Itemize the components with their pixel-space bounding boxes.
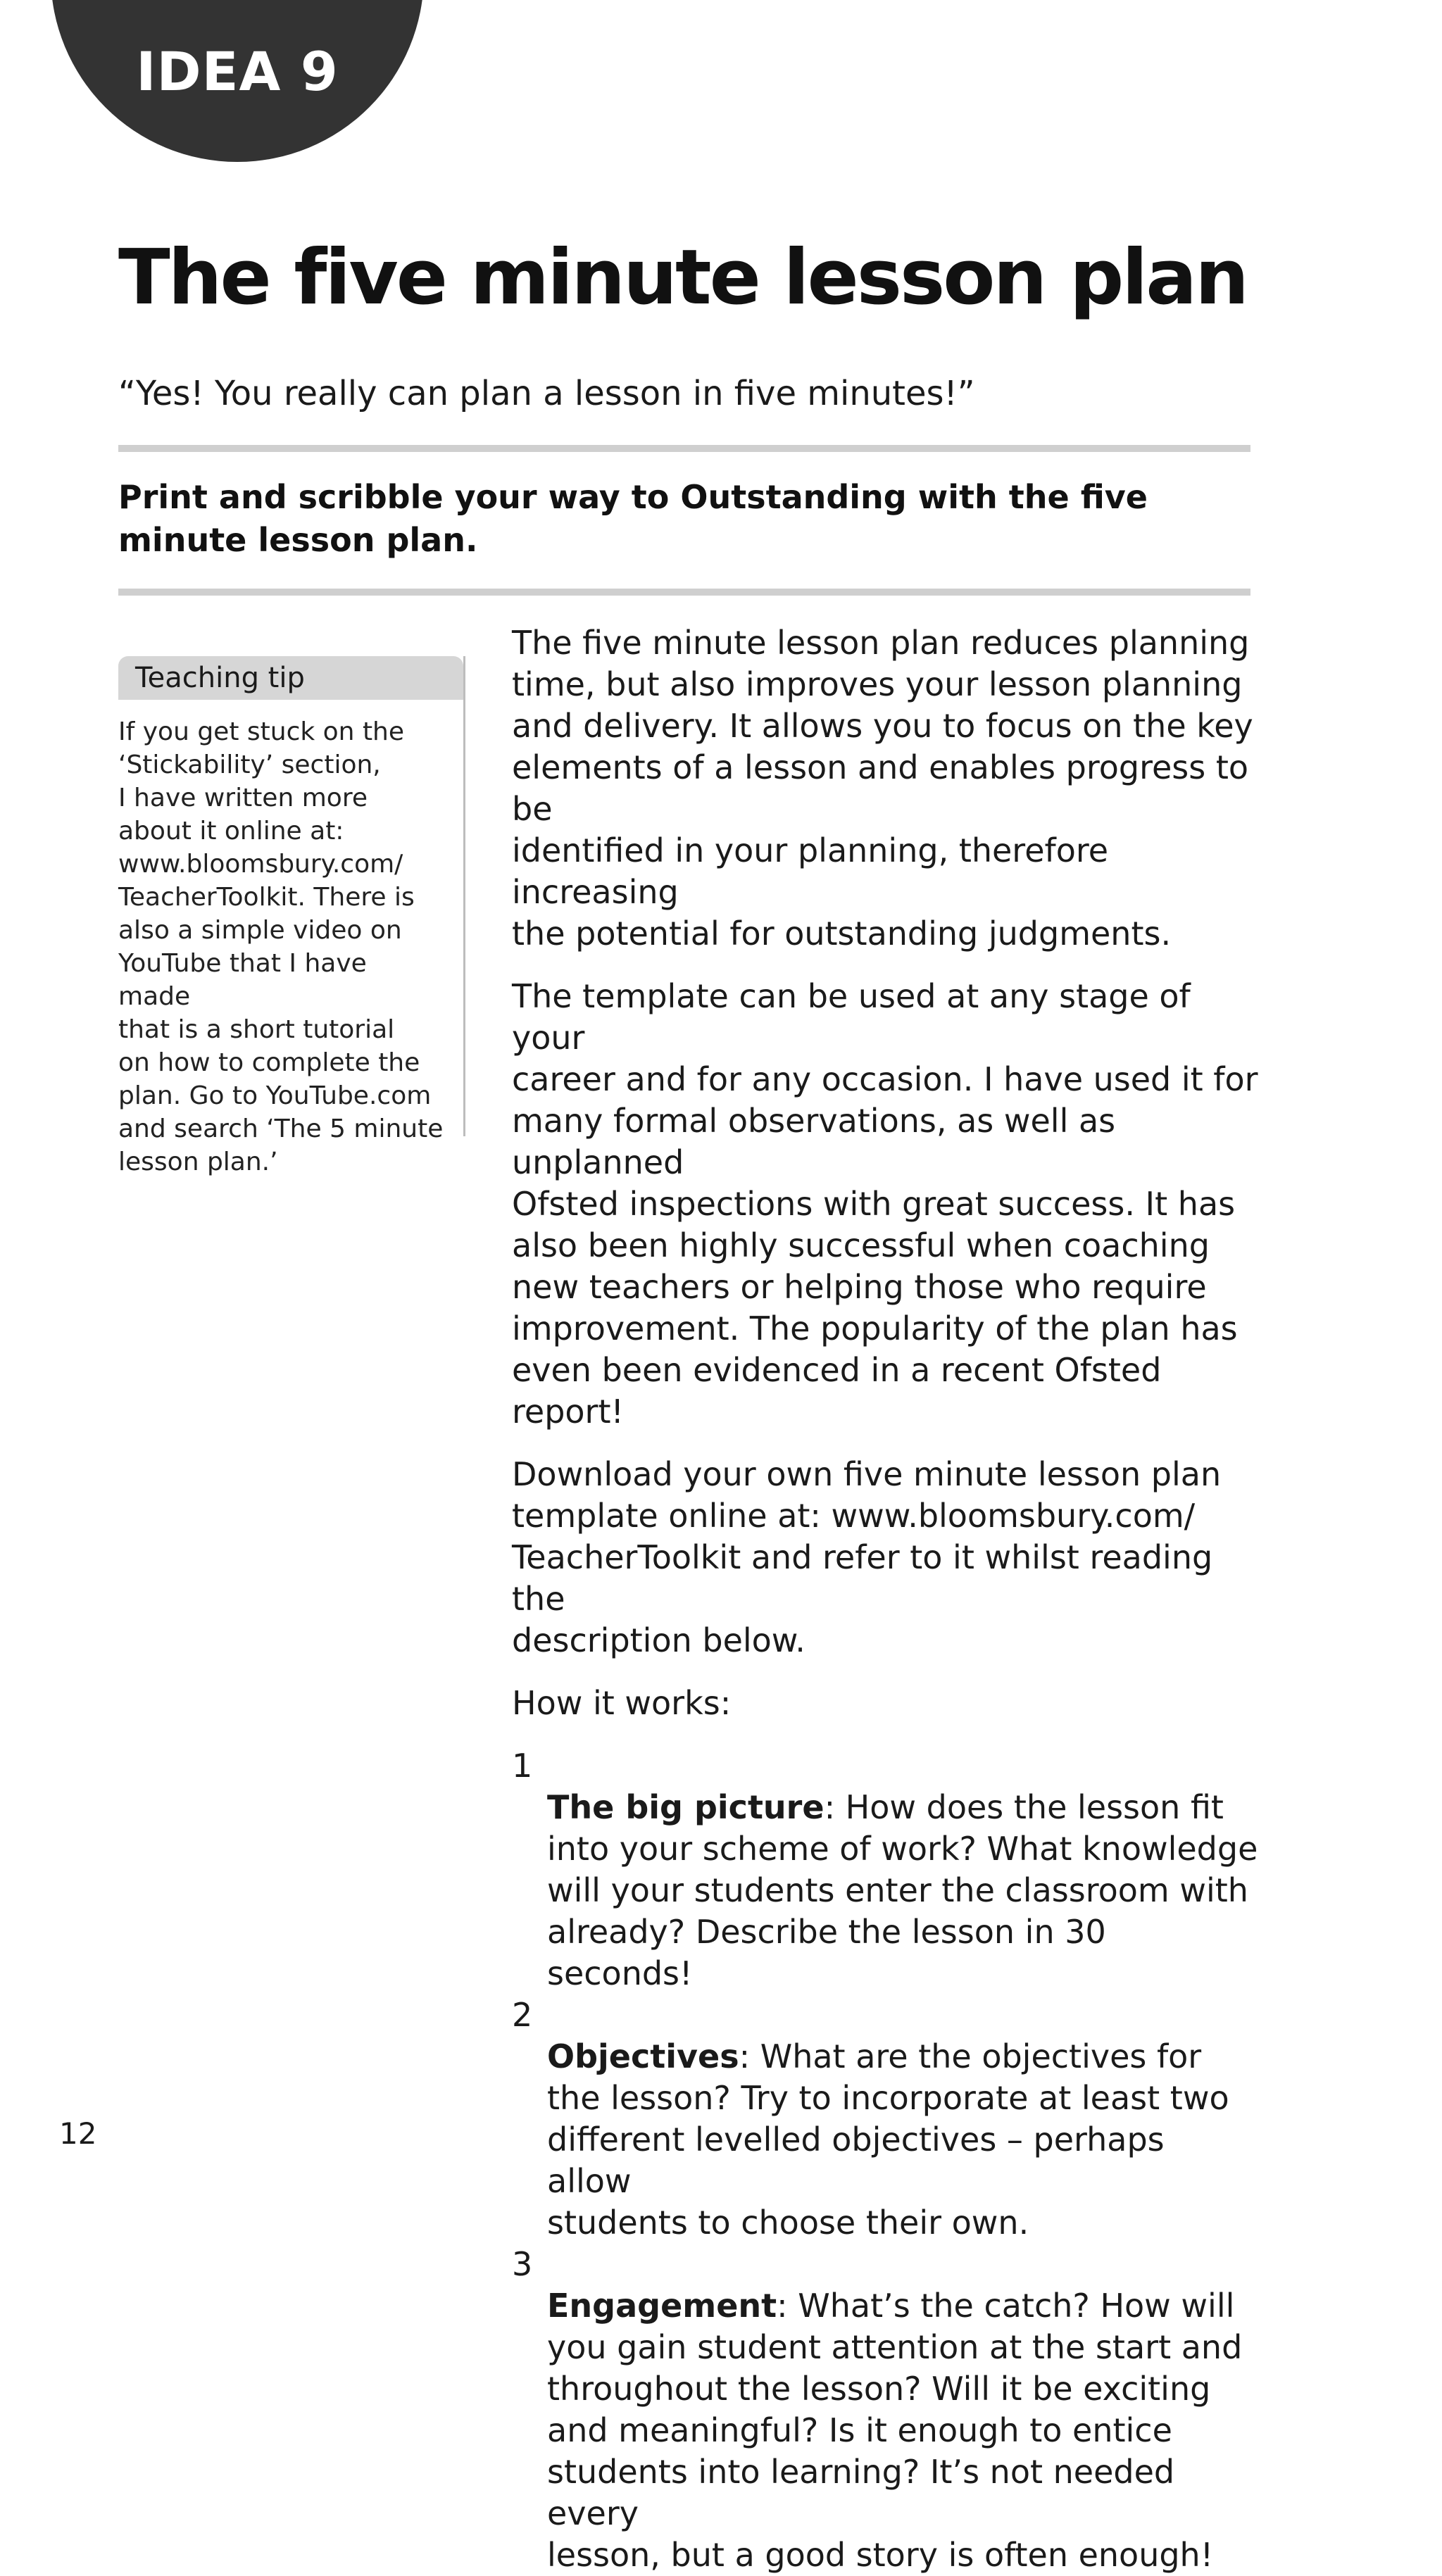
idea-badge xyxy=(51,0,424,162)
paragraph-download: Download your own five minute lesson plan template online at: www.bloomsbury.com/ TeacherToolkit and refer to it whilst reading the description below. xyxy=(512,1455,1222,1659)
teaching-tip-heading: Teaching tip xyxy=(118,656,463,700)
list-item-term: The big picture xyxy=(547,1788,825,1826)
list-item-number: 1 xyxy=(512,1747,533,1785)
page-title: The five minute lesson plan xyxy=(118,234,1248,322)
divider-bottom xyxy=(118,589,1250,596)
paragraph-usage: The template can be used at any stage of your career and for any occasion. I have used it for many formal observations, as well as unplanned Ofsted inspections with great success. It has also been highly successful when coaching new teachers or helping those who require improvement. The popularity of the plan has even been evidenced in a recent Ofsted report! xyxy=(512,977,1258,1431)
teaching-tip-body: If you get stuck on the ‘Stickability’ section, I have written more about it online at: www.bloomsbury.com/ TeacherToolkit. There is also a simple video on YouTube that I have made that is a short tutorial on how to complete the plan. Go to YouTube.com and search ‘The 5 minute lesson plan.’ xyxy=(118,717,444,1176)
list-item-text: : How does the lesson fit into your scheme of work? What knowledge will your students enter the classroom with already? Describe the lesson in 30 seconds! xyxy=(547,1788,1258,1992)
teaching-tip-box xyxy=(118,656,465,1176)
list-item xyxy=(512,1994,1258,2244)
quote: “Yes! You really can plan a lesson in five minutes!” xyxy=(118,374,975,413)
steps-list xyxy=(512,1745,1258,2576)
list-item-term: Engagement xyxy=(547,2287,777,2325)
intro-text: Print and scribble your way to Outstanding with the five minute lesson plan. xyxy=(118,478,1148,559)
list-item xyxy=(512,2244,1258,2576)
list-item-number: 2 xyxy=(512,1996,533,2034)
list-item-text: : What’s the catch? How will you gain student attention at the start and throughout the lesson? Will it be exciting and meaningful? Is it enough to entice students into learning? It’s not needed every lesson, but a good story is often enough! xyxy=(547,2287,1243,2574)
page-number: 12 xyxy=(59,2116,97,2151)
main-column xyxy=(512,622,1258,2576)
idea-label: IDEA 9 xyxy=(136,40,339,103)
divider-top xyxy=(118,445,1250,452)
list-item-term: Objectives xyxy=(547,2037,739,2075)
list-item-number: 3 xyxy=(512,2245,533,2283)
list-item-text: : What are the objectives for the lesson? Try to incorporate at least two different levelled objectives – perhaps allow students to choose their own. xyxy=(547,2037,1229,2242)
list-item xyxy=(512,1745,1258,1994)
paragraph-how-it-works: How it works: xyxy=(512,1684,732,1722)
paragraph-overview: The five minute lesson plan reduces planning time, but also improves your lesson planning and delivery. It allows you to focus on the key elements of a lesson and enables progress to be identified in your planning, therefore increasing the potential for outstanding judgments. xyxy=(512,624,1253,953)
